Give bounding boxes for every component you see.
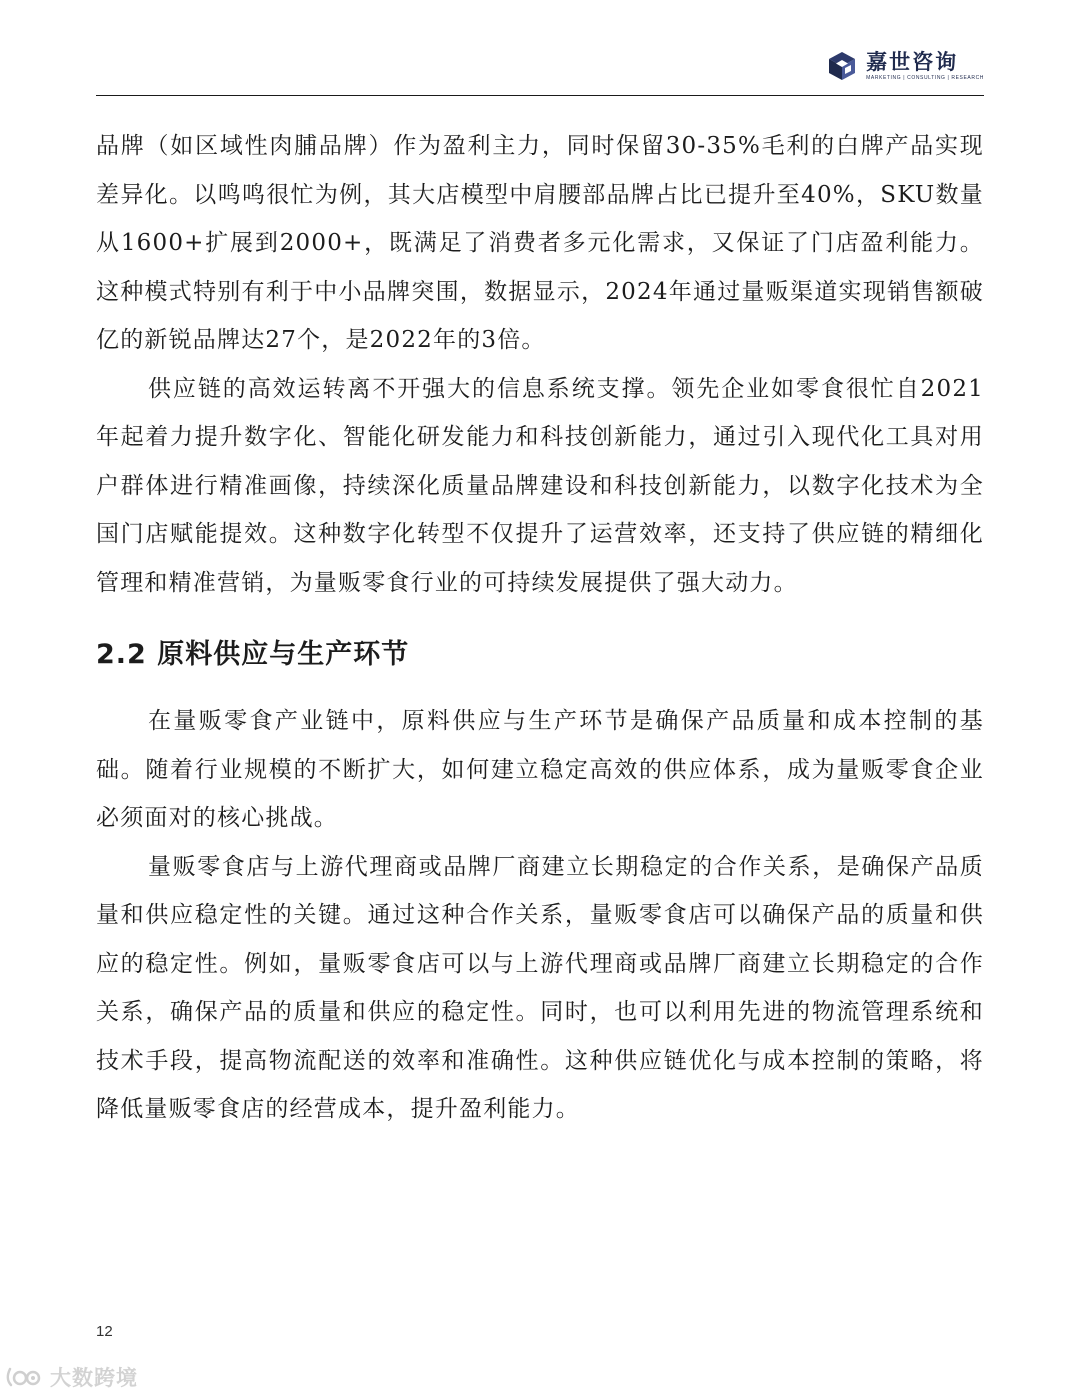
watermark — [6, 1362, 138, 1392]
watermark-logo-icon — [6, 1365, 46, 1389]
page-header — [96, 40, 984, 96]
watermark-text: 大数跨境 — [50, 1366, 138, 1390]
brand-logo — [826, 44, 984, 88]
brand-tagline: MARKETING | CONSULTING | RESEARCH — [866, 75, 984, 81]
paragraph-brand-strategy: 品牌（如区域性肉脯品牌）作为盈利主力，同时保留30-35%毛利的白牌产品实现差异化。以鸣鸣很忙为例，其大店模型中肩腰部品牌占比已提升至40%，SKU数量从1600+扩展到2000+，既满足了消费者多元化需求，又保证了门店盈利能力。这种模式特别有利于中小品牌突围，数据显示，2024年通过量贩渠道实现销售额破亿的新锐品牌达27个，是2022年的3倍。 — [96, 133, 984, 353]
page-content — [96, 122, 984, 1134]
paragraph-raw-material-intro: 在量贩零食产业链中，原料供应与生产环节是确保产品质量和成本控制的基础。随着行业规模的不断扩大，如何建立稳定高效的供应体系，成为量贩零食企业必须面对的核心挑战。 — [96, 708, 984, 831]
brand-cube-icon — [826, 50, 858, 82]
section-heading: 2.2 原料供应与生产环节 — [96, 639, 410, 670]
paragraph-digital-supply-chain: 供应链的高效运转离不开强大的信息系统支撑。领先企业如零食很忙自2021年起着力提升数字化、智能化研发能力和科技创新能力，通过引入现代化工具对用户群体进行精准画像，持续深化质量品牌建设和科技创新能力，以数字化技术为全国门店赋能提效。这种数字化转型不仅提升了运营效率，还支持了供应链的精细化管理和精准营销，为量贩零食行业的可持续发展提供了强大动力。 — [96, 375, 984, 596]
paragraph-supplier-cooperation: 量贩零食店与上游代理商或品牌厂商建立长期稳定的合作关系，是确保产品质量和供应稳定性的关键。通过这种合作关系，量贩零食店可以确保产品的质量和供应的稳定性。例如，量贩零食店可以与上游代理商或品牌厂商建立长期稳定的合作关系，确保产品的质量和供应的稳定性。同时，也可以利用先进的物流管理系统和技术手段，提高物流配送的效率和准确性。这种供应链优化与成本控制的策略，将降低量贩零食店的经营成本，提升盈利能力。 — [96, 853, 984, 1122]
brand-name: 嘉世咨询 — [866, 50, 959, 74]
header-divider — [96, 95, 984, 96]
page-number: 12 — [96, 1323, 113, 1340]
